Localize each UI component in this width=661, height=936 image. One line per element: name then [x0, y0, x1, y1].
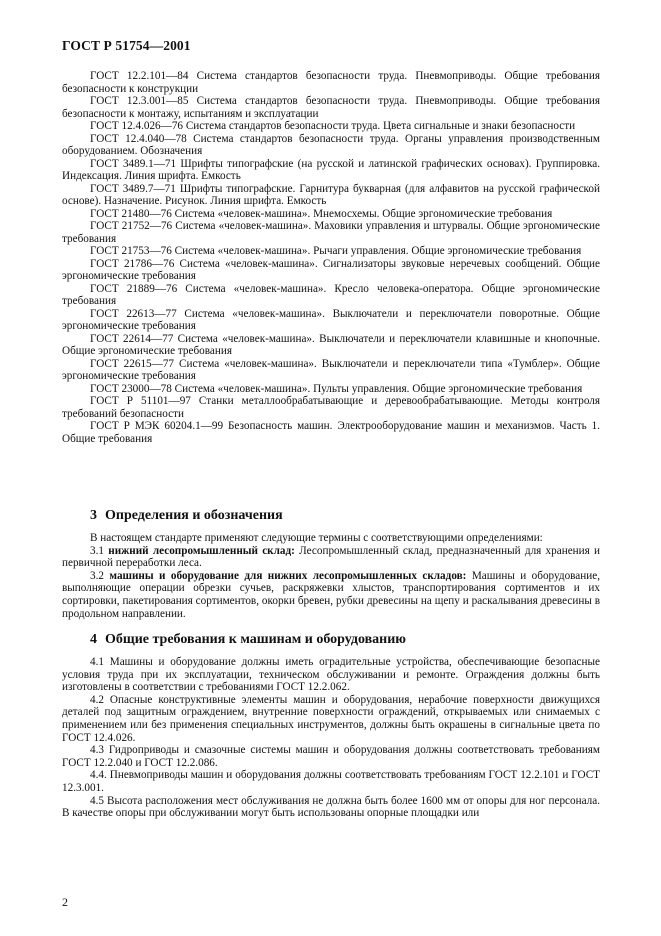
- clause-4-3: 4.3 Гидроприводы и смазочные системы машин и оборудования должны соответствовать требованиям ГОСТ 12.2.040 и ГОСТ 12.2.086.: [62, 744, 600, 769]
- section-4-body: [62, 656, 600, 820]
- reference-item: ГОСТ Р МЭК 60204.1—99 Безопасность машин. Электрооборудование машин и механизмов. Часть 1. Общие требования: [62, 420, 600, 445]
- reference-item: ГОСТ 23000—78 Система «человек-машина». Пульты управления. Общие эргономические требования: [90, 382, 583, 395]
- page-number: 2: [62, 895, 68, 909]
- reference-item: ГОСТ Р 51101—97 Станки металлообрабатывающие и деревообрабатывающие. Методы контроля требований безопасности: [62, 395, 600, 420]
- reference-item: ГОСТ 3489.1—71 Шрифты типографские (на русской и латинской графических основах). Группировка. Индексация. Линия шрифта. Емкость: [62, 157, 600, 182]
- clause-4-5: 4.5 Высота расположения мест обслуживания не должна быть более 1600 мм от опоры для ног персонала. В качестве опоры при обслуживании могут быть использованы опорные площадки или: [62, 794, 600, 820]
- definition-term: машины и оборудование для нижних лесопромышленных складов:: [109, 569, 467, 582]
- definition-term: нижний лесопромышленный склад:: [108, 544, 295, 557]
- reference-item: ГОСТ 22614—77 Система «человек-машина». Выключатели и переключатели клавишные и кнопочные. Общие эргономические требования: [62, 332, 600, 357]
- definition-number: 3.1: [90, 544, 104, 557]
- definition-text: Лесопромышленный склад, предназначенный для хранения и первичной переработки леса.: [62, 544, 601, 570]
- section-number: 4: [90, 632, 97, 647]
- reference-item: ГОСТ 21752—76 Система «человек-машина». Маховики управления и штурвалы. Общие эргономические требования: [62, 220, 600, 245]
- section-title: Определения и обозначения: [105, 508, 283, 523]
- clause-4-2: 4.2 Опасные конструктивные элементы машин и оборудования, нерабочие поверхности движущихся деталей под защитным ограждением, внутренние поверхности ограждений, открываемых или снимаемых с применением или без применения специальных инструментов, должны быть окрашены в сигнальные цвета по ГОСТ 12.4.026.: [62, 693, 600, 744]
- section-title: Общие требования к машинам и оборудованию: [105, 632, 406, 647]
- reference-item: ГОСТ 21480—76 Система «человек-машина». Мнемосхемы. Общие эргономические требования: [90, 207, 553, 220]
- definition-text: Машины и оборудование, выполняющие операции обрезки сучьев, раскряжевки хлыстов, транспортирования сортиментов и их сортировки, пакетирования сортиментов, окорки бревен, рубки древесины на щепу и раскалывания древесины в продольном направлении.: [62, 569, 601, 620]
- section-3-body: [62, 532, 600, 620]
- reference-item: ГОСТ 21786—76 Система «человек-машина». Сигнализаторы звуковые неречевых сообщений. Общие эргономические требования: [62, 257, 600, 282]
- definition-number: 3.2: [90, 569, 104, 582]
- section-3-heading: [90, 508, 283, 524]
- reference-item: ГОСТ 12.2.101—84 Система стандартов безопасности труда. Пневмоприводы. Общие требования безопасности к конструкции: [62, 70, 600, 95]
- reference-item: ГОСТ 22613—77 Система «человек-машина». Выключатели и переключатели поворотные. Общие эргономические требования: [62, 307, 600, 332]
- section-3-intro: В настоящем стандарте применяют следующие термины с соответствующими определениями:: [90, 532, 543, 544]
- reference-item: ГОСТ 3489.7—71 Шрифты типографские. Гарнитура букварная (для алфавитов на русской графической основе). Назначение. Рисунок. Линия шрифта. Емкость: [62, 182, 600, 207]
- clause-4-4: 4.4. Пневмоприводы машин и оборудования должны соответствовать требованиям ГОСТ 12.2.101 и ГОСТ 12.3.001.: [62, 769, 600, 794]
- reference-item: ГОСТ 12.4.026—76 Система стандартов безопасности труда. Цвета сигнальные и знаки безопасности: [90, 120, 576, 132]
- normative-references-list: [62, 70, 600, 445]
- section-number: 3: [90, 508, 97, 523]
- reference-item: ГОСТ 21753—76 Система «человек-машина». Рычаги управления. Общие эргономические требования: [90, 245, 582, 257]
- definition-3-2: [62, 570, 600, 620]
- reference-item: ГОСТ 12.4.040—78 Система стандартов безопасности труда. Органы управления производственным оборудованием. Обозначения: [62, 132, 600, 157]
- document-header: ГОСТ Р 51754—2001: [62, 38, 191, 53]
- reference-item: ГОСТ 22615—77 Система «человек-машина». Выключатели и переключатели типа «Тумблер». Общие эргономические требования: [62, 357, 600, 382]
- definition-3-1: [62, 545, 600, 570]
- reference-item: ГОСТ 21889—76 Система «человек-машина». Кресло человека-оператора. Общие эргономические требования: [62, 282, 600, 307]
- section-4-heading: [90, 632, 406, 648]
- clause-4-1: 4.1 Машины и оборудование должны иметь оградительные устройства, обеспечивающие безопасные условия труда при их эксплуатации, техническом обслуживании и ремонте. Ограждения должны быть изготовлены в соответствии с требованиями ГОСТ 12.2.062.: [62, 656, 600, 694]
- reference-item: ГОСТ 12.3.001—85 Система стандартов безопасности труда. Пневмоприводы. Общие требования безопасности к монтажу, испытаниям и эксплуатации: [62, 95, 600, 120]
